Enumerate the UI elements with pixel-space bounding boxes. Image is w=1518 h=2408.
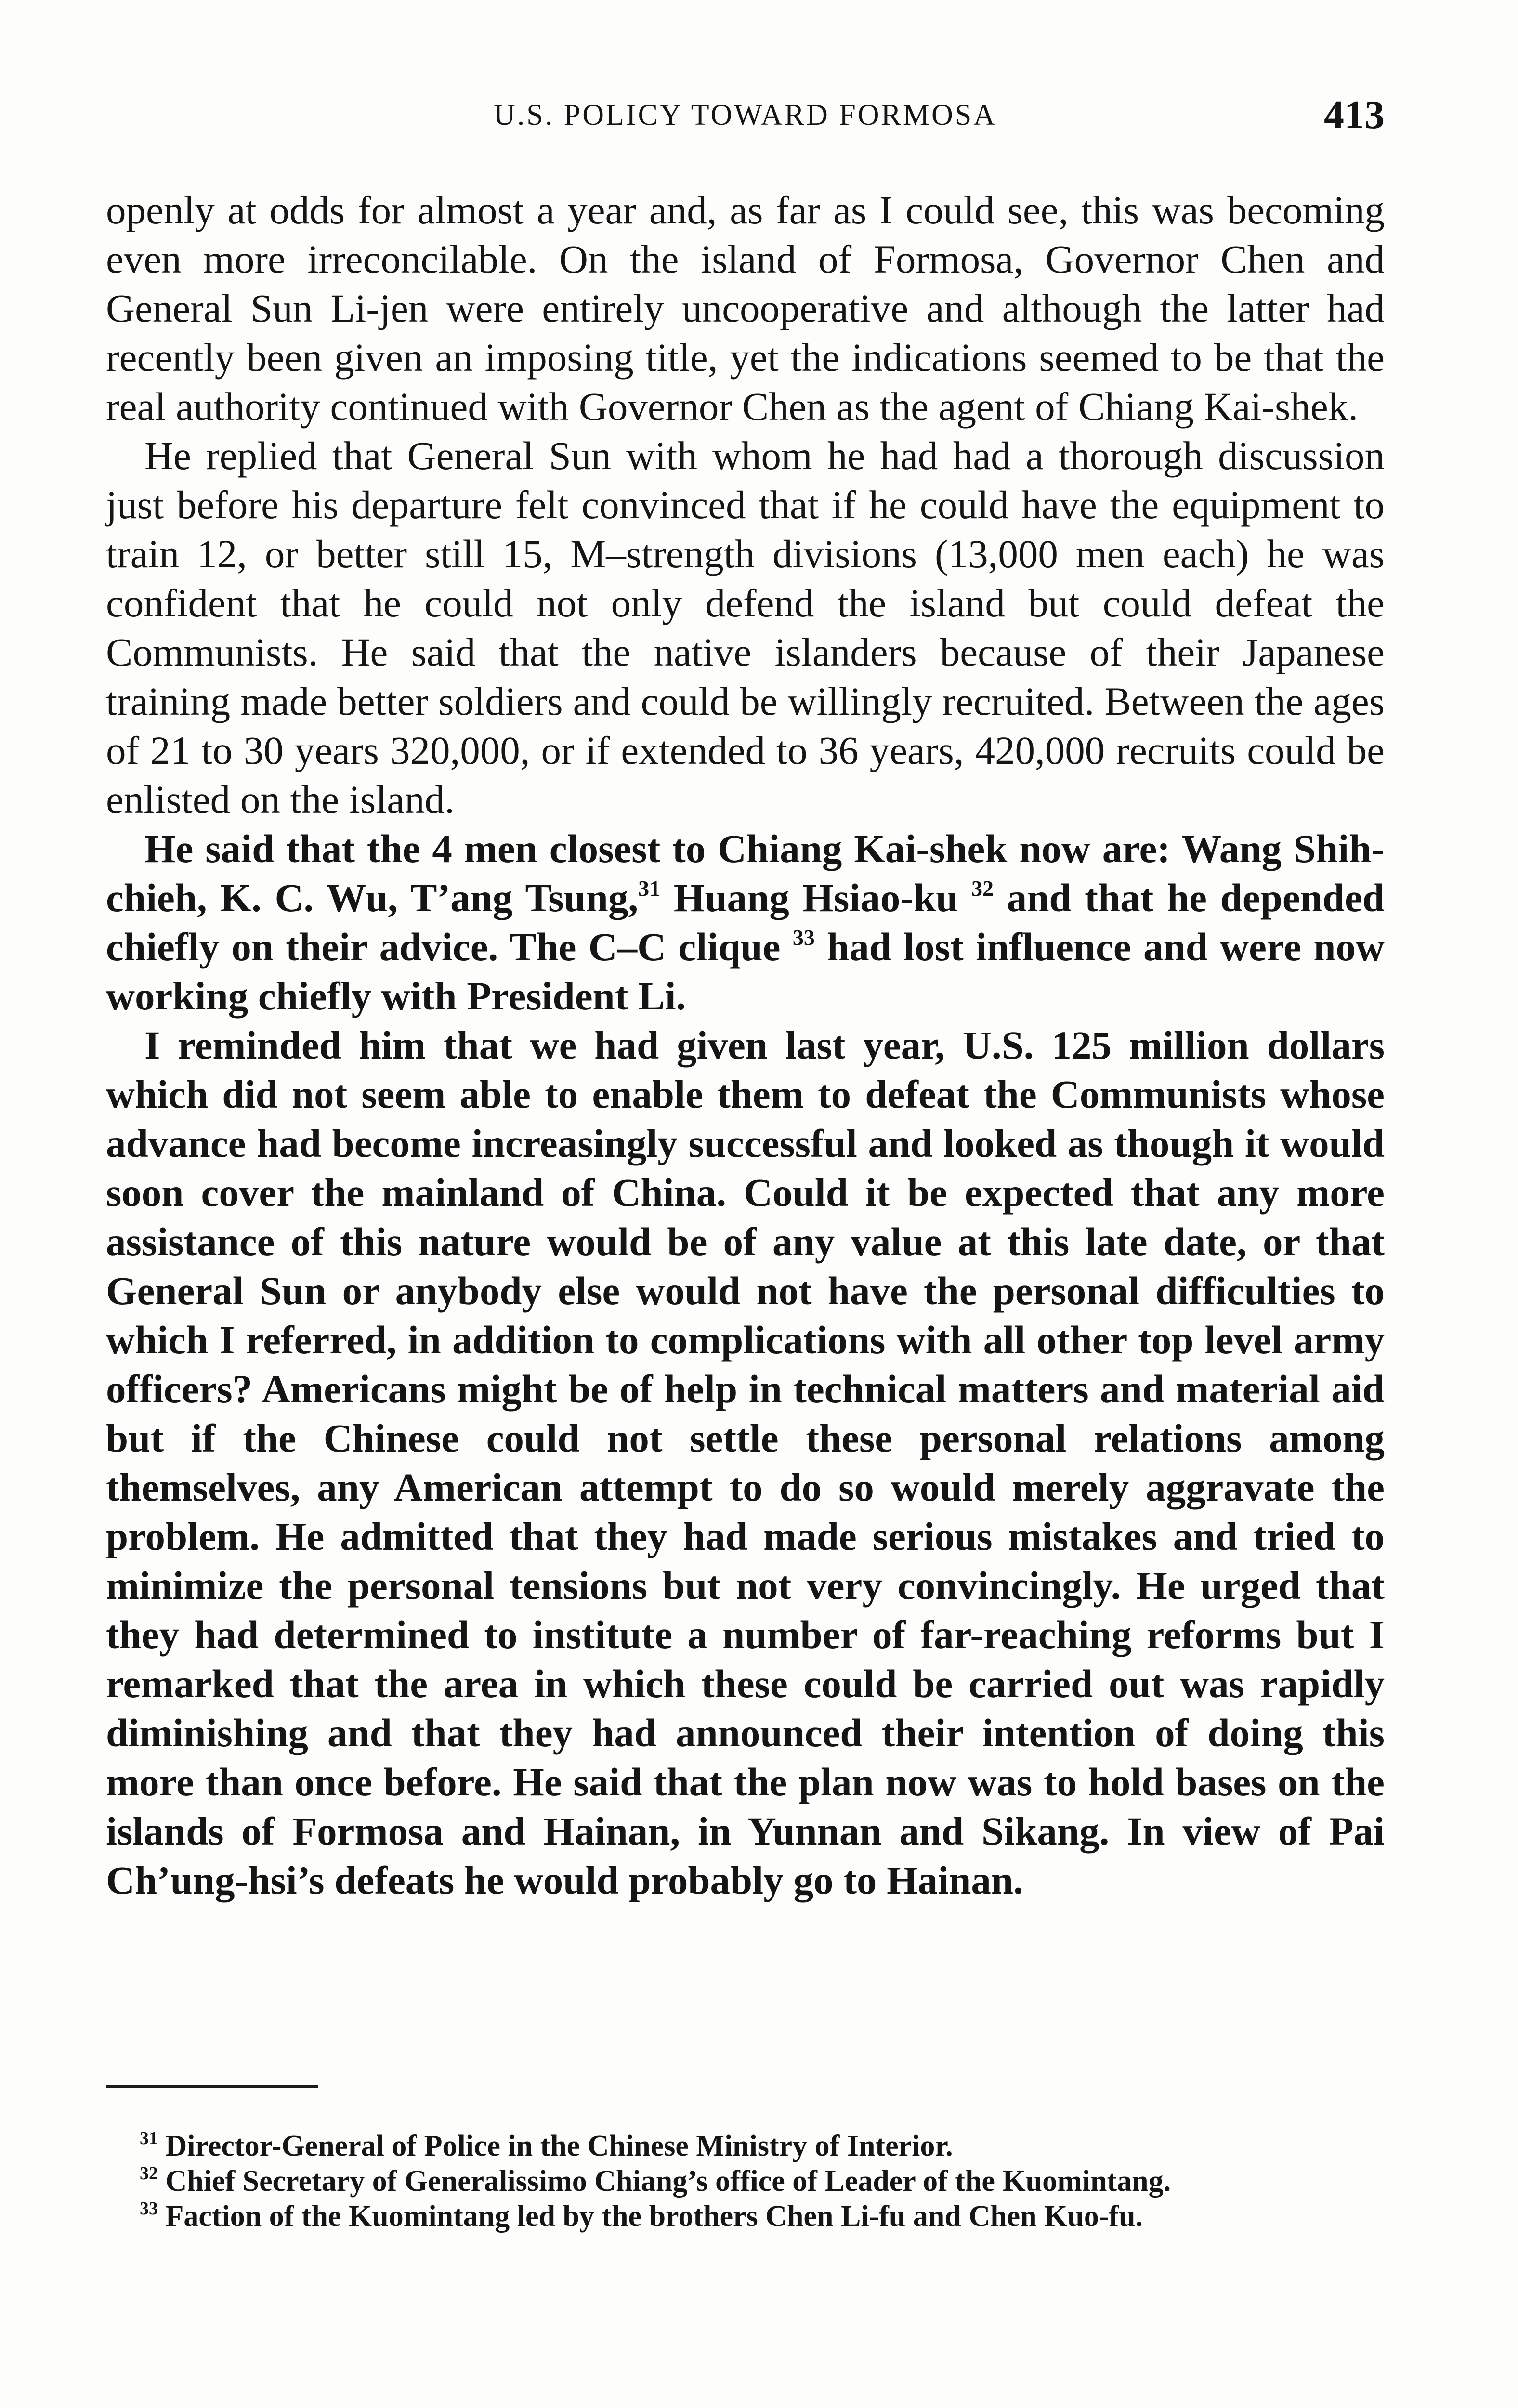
footnote-ref-33: 33 (792, 925, 815, 950)
footnotes (106, 2129, 1385, 2234)
footnote-31 (106, 2129, 1385, 2164)
running-title: U.S. POLICY TOWARD FORMOSA (493, 99, 997, 131)
paragraph-text: He said that the 4 men closest to Chiang Kai-shek now are: Wang Shih-chieh, K. C. Wu, T’ang Tsung, (106, 826, 1385, 920)
paragraph-text: and that he depended chiefly on their advice. The C–C clique (106, 876, 1385, 969)
page-header (106, 92, 1385, 144)
footnote-text: Director-General of Police in the Chinese Ministry of Interior. (165, 2130, 953, 2162)
body-text (106, 185, 1385, 1905)
paragraph-continuation (106, 185, 1385, 431)
paragraph-four-men (106, 824, 1385, 1021)
paragraph-text: He replied that General Sun with whom he had had a thorough discussion just before his departure felt convinced that if he could have the equipment to train 12, or better still 15, M–strength divisions (13,000 men each) he was confident that he could not only defend the island but could defeat the Communists. He said that the native islanders because of their Japanese training made better soldiers and could be willingly recruited. Between the ages of 21 to 30 years 320,000, or if extended to 36 years, 420,000 recruits could be enlisted on the island. (106, 433, 1385, 822)
footnote-divider (106, 2085, 318, 2088)
paragraph-text: I reminded him that we had given last year, U.S. 125 million dollars which did not seem able to enable them to defeat the Communists whose advance had become increasingly successful and looked as though it would soon cover the mainland of China. Could it be expected that any more assistance of this nature would be of any value at this late date, or that General Sun or anybody else would not have the personal difficulties to which I referred, in addition to complications with all other top level army officers? Americans might be of help in technical matters and material aid but if the Chinese could not settle these personal relations among themselves, any American attempt to do so would merely aggravate the problem. He admitted that they had made serious mistakes and tried to minimize the personal tensions but not very convincingly. He urged that they had determined to institute a number of far-reaching reforms but I remarked that the area in which these could be carried out was rapidly diminishing and that they had announced their intention of doing this more than once before. He said that the plan now was to hold bases on the islands of Formosa and Hainan, in Yunnan and Sikang. In view of Pai Ch’ung-hsi’s defeats he would probably go to Hainan. (106, 1023, 1385, 1902)
paragraph-text: Huang Hsiao-ku (660, 876, 972, 920)
footnote-32 (106, 2164, 1385, 2199)
footnote-number: 31 (140, 2128, 158, 2148)
footnote-ref-31: 31 (638, 876, 661, 901)
paragraph-general-sun (106, 431, 1385, 824)
footnote-ref-32: 32 (971, 876, 994, 901)
paragraph-text: had lost influence and were now working chiefly with President Li. (106, 925, 1385, 1018)
footnote-33 (106, 2199, 1385, 2234)
page-number: 413 (1324, 92, 1385, 137)
paragraph-text: openly at odds for almost a year and, as far as I could see, this was becoming even more irreconcilable. On the island of Formosa, Governor Chen and General Sun Li-jen were entirely uncooperative and although the latter had recently been given an imposing title, yet the indications seemed to be that the real authority continued with Governor Chen as the agent of Chiang Kai-shek. (106, 188, 1385, 429)
footnote-number: 32 (140, 2163, 158, 2184)
footnote-text: Chief Secretary of Generalissimo Chiang’s office of Leader of the Kuomintang. (165, 2165, 1171, 2198)
footnote-text: Faction of the Kuomintang led by the brothers Chen Li-fu and Chen Kuo-fu. (165, 2200, 1143, 2233)
paragraph-reminded (106, 1021, 1385, 1905)
footnote-number: 33 (140, 2199, 158, 2219)
